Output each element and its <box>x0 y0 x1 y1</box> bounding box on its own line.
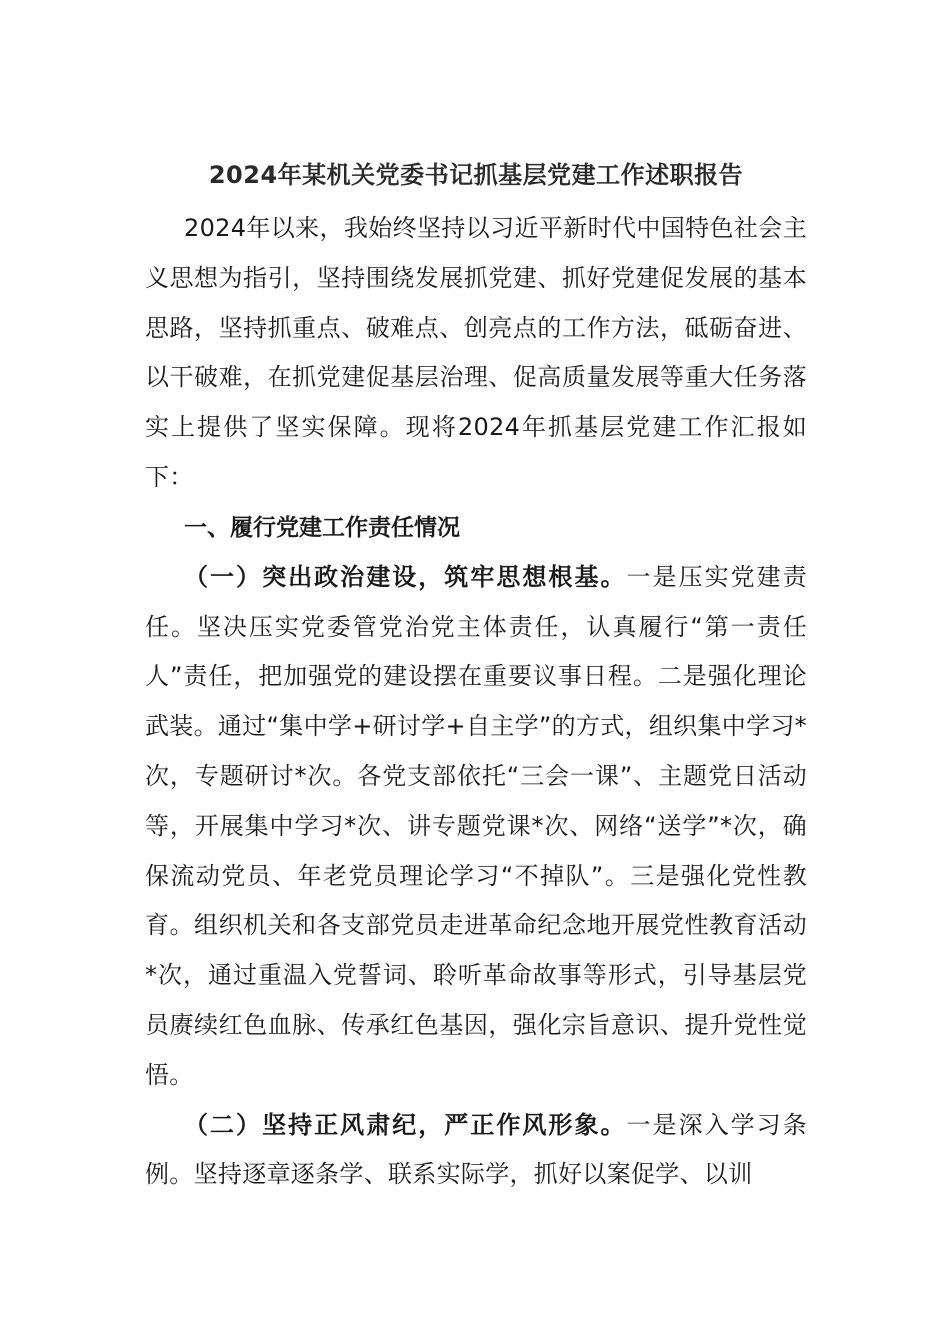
section-heading-1: 一、履行党建工作责任情况 <box>184 514 460 541</box>
subsection-1-body: 一是压实党建责任。坚决压实党委管党治党主体责任，认真履行“第一责任人”责任，把加强党的建设摆在重要议事日程。二是强化理论武装。通过“集中学+研讨学+自主学”的方式，组织集中学习*次，专题研讨*次。各党支部依托“三会一课”、主题党日活动等，开展集中学习*次、讲专题党课*次、网络“送学”*次，确保流动党员、年老党员理论学习“不掉队”。三是强化党性教育。组织机关和各支部党员走进革命纪念地开展党性教育活动*次，通过重温入党誓词、聆听革命故事等形式，引导基层党员赓续红色血脉、传承红色基因，强化宗旨意识、提升党性觉悟。 <box>145 562 807 1089</box>
intro-paragraph: 2024年以来，我始终坚持以习近平新时代中国特色社会主义思想为指引，坚持围绕发展抓党建、抓好党建促发展的基本思路，坚持抓重点、破难点、创亮点的工作方法，砥砺奋进、以干破难，在抓党建促基层治理、促高质量发展等重大任务落实上提供了坚实保障。现将2024年抓基层党建工作汇报如下： <box>145 214 807 491</box>
subsection-2-body: 一是深入学习条例。坚持逐章逐条学、联系实际学，抓好以案促学、以训 <box>145 1110 807 1189</box>
subsection-1-paragraph <box>145 553 807 1101</box>
subsection-1-lead: （一）突出政治建设，筑牢思想根基。 <box>184 562 627 591</box>
document-title: 2024年某机关党委书记抓基层党建工作述职报告 <box>208 161 744 189</box>
subsection-2-paragraph <box>145 1101 807 1201</box>
document-body <box>145 150 807 1200</box>
subsection-2-lead: （二）坚持正风肃纪，严正作风形象。 <box>184 1110 627 1139</box>
